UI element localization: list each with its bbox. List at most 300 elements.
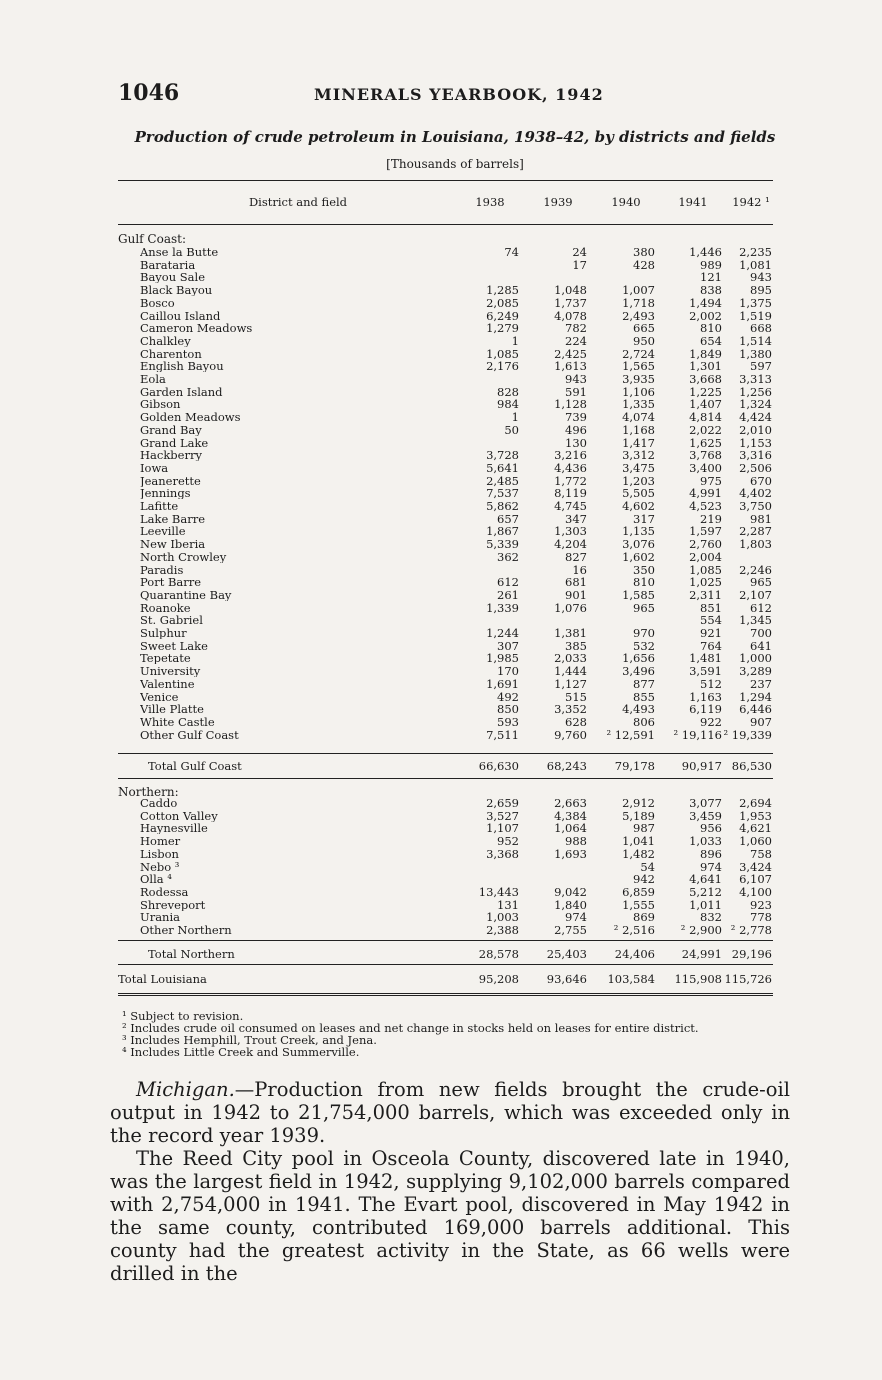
- table-row: [118, 640, 773, 652]
- section-label-gulf-coast: Gulf Coast:: [118, 232, 186, 246]
- table-row: [118, 703, 773, 715]
- value-cell: 2,425: [554, 346, 587, 361]
- field-name: [140, 487, 450, 499]
- field-name-text: New Iberia: [140, 538, 206, 551]
- value-cell: 6,249: [486, 308, 519, 323]
- field-name-text: Haynesville: [140, 822, 208, 835]
- field-name: [140, 810, 450, 822]
- value-cell: 778: [750, 910, 772, 925]
- table-row: [118, 424, 773, 436]
- running-title: MINERALS YEARBOOK, 1942: [314, 85, 604, 104]
- field-name: [140, 259, 450, 271]
- value-cell: 2,724: [622, 346, 655, 361]
- value-cell: 1,339: [486, 600, 519, 615]
- field-name-text: Leeville: [140, 525, 186, 538]
- paragraph: [110, 1078, 790, 1147]
- column-header-1939: 1939: [543, 195, 573, 209]
- field-name-text: Urania: [140, 911, 180, 924]
- value-cell: 2,002: [689, 308, 722, 323]
- value-cell: 1,285: [486, 283, 519, 298]
- table-row: [118, 284, 773, 296]
- value-cell: 1,407: [689, 397, 722, 412]
- field-name: [140, 564, 450, 576]
- value-cell: 641: [750, 638, 772, 653]
- field-name-text: Total Louisiana: [118, 973, 207, 985]
- column-header-1940: 1940: [611, 195, 641, 209]
- value-cell: 3,591: [689, 664, 722, 679]
- table-row: [118, 259, 773, 271]
- table-row: [118, 729, 773, 741]
- value-cell: 3,668: [689, 372, 722, 386]
- value-cell: 1,324: [739, 397, 772, 412]
- table-row: [118, 360, 773, 372]
- value-cell: 4,493: [622, 702, 655, 717]
- value-cell: 1,081: [739, 257, 772, 272]
- value-cell: 492: [497, 689, 519, 704]
- value-cell: 855: [633, 689, 655, 704]
- field-name-text: Cameron Meadows: [140, 322, 253, 335]
- field-name-text: Ville Platte: [140, 703, 204, 716]
- field-name-text: Tepetate: [140, 652, 191, 665]
- table-row: [118, 886, 773, 898]
- field-name: [140, 449, 450, 461]
- value-cell: 593: [497, 714, 519, 729]
- field-name: [140, 360, 450, 372]
- value-cell: 668: [750, 321, 772, 336]
- value-cell: ² 2,900: [680, 923, 722, 937]
- value-cell: 1,444: [554, 664, 587, 679]
- value-cell: 1: [511, 410, 519, 425]
- field-name-text: Caillou Island: [140, 309, 221, 322]
- value-cell: 1,597: [689, 524, 722, 539]
- value-cell: 79,178: [614, 759, 655, 773]
- field-name-text: St. Gabriel: [140, 614, 203, 627]
- value-cell: 806: [633, 714, 655, 729]
- value-cell: 877: [633, 676, 655, 691]
- value-cell: 9,042: [554, 884, 587, 899]
- field-name: [140, 924, 450, 936]
- field-name-text: Chalkley: [140, 334, 191, 347]
- value-cell: 131: [497, 897, 519, 912]
- value-cell: 1,555: [622, 897, 655, 912]
- field-name: [140, 538, 450, 550]
- field-name-text: Caddo: [140, 797, 178, 809]
- value-cell: 1,301: [689, 359, 722, 374]
- value-cell: 6,859: [622, 884, 655, 899]
- value-cell: 1,011: [689, 897, 722, 912]
- value-cell: 1,840: [554, 897, 587, 912]
- field-name-text: Valentine: [140, 677, 195, 690]
- table-row: [118, 678, 773, 690]
- table-row: [118, 861, 773, 873]
- value-cell: 987: [633, 821, 655, 836]
- field-name: [140, 640, 450, 652]
- field-name: [140, 246, 450, 258]
- table-row: [118, 589, 773, 601]
- value-cell: 832: [700, 910, 722, 925]
- table-row: [118, 873, 773, 885]
- value-cell: 4,745: [554, 499, 587, 513]
- field-name-text: Grand Bay: [140, 423, 202, 436]
- value-cell: 1,303: [554, 524, 587, 539]
- table-row: [118, 538, 773, 550]
- field-name-text: Shreveport: [140, 898, 206, 911]
- value-cell: 115,908: [674, 972, 722, 986]
- value-cell: 224: [565, 333, 587, 348]
- table-row: [118, 652, 773, 664]
- value-cell: 974: [700, 859, 722, 874]
- field-name: [140, 373, 450, 385]
- value-cell: 4,523: [689, 499, 722, 513]
- value-cell: 901: [565, 587, 587, 602]
- value-cell: 923: [750, 897, 772, 912]
- value-cell: 24,991: [681, 947, 722, 961]
- field-name-text: Hackberry: [140, 449, 202, 462]
- value-cell: 5,641: [486, 460, 519, 475]
- value-cell: 66,630: [478, 759, 519, 773]
- table-row: [118, 348, 773, 360]
- value-cell: 130: [565, 435, 587, 450]
- table-row: [118, 551, 773, 563]
- value-cell: 758: [750, 846, 772, 861]
- field-name-text: Anse la Butte: [140, 246, 219, 258]
- table-row: [118, 614, 773, 626]
- value-cell: 1,335: [622, 397, 655, 412]
- value-cell: 115,726: [724, 972, 772, 986]
- value-cell: 95,208: [478, 972, 519, 986]
- value-cell: 952: [497, 834, 519, 849]
- value-cell: 4,384: [554, 808, 587, 823]
- value-cell: 428: [633, 257, 655, 272]
- value-cell: 1,085: [689, 562, 722, 577]
- footnote: ¹ Subject to revision.: [122, 1009, 244, 1023]
- value-cell: 654: [700, 333, 722, 348]
- gulf-total-rule: [118, 778, 773, 779]
- value-cell: 681: [565, 575, 587, 590]
- value-cell: 512: [700, 676, 722, 691]
- field-name: [140, 500, 450, 512]
- value-cell: 3,459: [689, 808, 722, 823]
- field-name: [140, 411, 450, 423]
- table-row: [118, 322, 773, 334]
- value-cell: 1,000: [739, 651, 772, 666]
- table-row: [118, 513, 773, 525]
- value-cell: 54: [640, 859, 655, 874]
- value-cell: 4,641: [689, 872, 722, 887]
- value-cell: 4,204: [554, 537, 587, 552]
- field-name: [140, 873, 450, 885]
- value-cell: 922: [700, 714, 722, 729]
- value-cell: 1,691: [486, 676, 519, 691]
- value-cell: 1,007: [622, 283, 655, 298]
- value-cell: 612: [750, 600, 772, 615]
- value-cell: 1,481: [689, 651, 722, 666]
- page-header: [118, 80, 778, 110]
- field-name: [140, 424, 450, 436]
- gulf-subtotal-rule: [118, 753, 773, 754]
- value-cell: 25,403: [546, 947, 587, 961]
- value-cell: 3,475: [622, 460, 655, 475]
- value-cell: 984: [497, 397, 519, 412]
- column-header-field: District and field: [248, 195, 348, 209]
- value-cell: 1,294: [739, 689, 772, 704]
- value-cell: 28,578: [478, 947, 519, 961]
- value-cell: 7,511: [486, 727, 519, 742]
- value-cell: 380: [633, 245, 655, 259]
- field-name: [140, 398, 450, 410]
- field-name: [140, 652, 450, 664]
- value-cell: 739: [565, 410, 587, 425]
- value-cell: 5,339: [486, 537, 519, 552]
- value-cell: 700: [750, 626, 772, 640]
- table-row: [118, 602, 773, 614]
- field-name: [140, 911, 450, 923]
- value-cell: 1,613: [554, 359, 587, 374]
- value-cell: 2,311: [689, 587, 722, 602]
- field-name-text: Garden Island: [140, 385, 223, 398]
- value-cell: 1,737: [554, 295, 587, 310]
- value-cell: 942: [633, 872, 655, 887]
- value-cell: 16: [572, 562, 587, 577]
- paragraph-text: —Production from new fields brought the crude-oil output in 1942 to 21,754,000 barrels, which was exceeded only in the record year 1939.: [110, 1078, 790, 1147]
- value-cell: 3,728: [486, 448, 519, 463]
- table-row: [118, 924, 773, 936]
- total-row: [118, 760, 773, 772]
- value-cell: 6,446: [739, 702, 772, 717]
- value-cell: 1,048: [554, 283, 587, 298]
- field-name-text: Port Barre: [140, 576, 202, 589]
- value-cell: 657: [497, 511, 519, 526]
- value-cell: 956: [700, 821, 722, 836]
- table-row: [118, 246, 773, 258]
- value-cell: 921: [700, 626, 722, 640]
- value-cell: 1,380: [739, 346, 772, 361]
- field-name: [140, 899, 450, 911]
- value-cell: 1,163: [689, 689, 722, 704]
- field-name-text: Sulphur: [140, 627, 187, 639]
- value-cell: 68,243: [546, 759, 587, 773]
- value-cell: 1,244: [486, 626, 519, 640]
- value-cell: 2,010: [739, 422, 772, 437]
- value-cell: 24,406: [614, 947, 655, 961]
- field-name-text: Paradis: [140, 563, 184, 576]
- body-text: [110, 1078, 790, 1285]
- value-cell: 1,060: [739, 834, 772, 849]
- paragraph: The Reed City pool in Osceola County, discovered late in 1940, was the largest field in 1942, supplying 9,102,000 barrels compared with 2,754,000 in 1941. The Evart pool, discovered in May 1942 in the same county, contributed 169,000 barrels additional. This county had the greatest activity in the State, as 66 wells were drilled in the: [110, 1147, 790, 1285]
- field-name-text: Barataria: [140, 258, 196, 271]
- value-cell: 3,424: [739, 859, 772, 874]
- value-cell: 1,345: [739, 613, 772, 628]
- value-cell: 907: [750, 714, 772, 729]
- value-cell: 965: [633, 600, 655, 615]
- table-row: [118, 576, 773, 588]
- value-cell: 981: [750, 511, 772, 526]
- value-cell: 896: [700, 846, 722, 861]
- value-cell: 1,256: [739, 384, 772, 399]
- table-row: [118, 373, 773, 385]
- value-cell: 1,625: [689, 435, 722, 450]
- value-cell: 496: [565, 422, 587, 437]
- value-cell: 5,189: [622, 808, 655, 823]
- value-cell: 3,527: [486, 808, 519, 823]
- field-name: [148, 948, 458, 960]
- field-name-text: Lafitte: [140, 500, 179, 512]
- table-row: [118, 398, 773, 410]
- value-cell: 1,585: [622, 587, 655, 602]
- table-row: [118, 500, 773, 512]
- value-cell: 2,022: [689, 422, 722, 437]
- value-cell: 1,168: [622, 422, 655, 437]
- field-name-text: Eola: [140, 373, 166, 385]
- value-cell: 851: [700, 600, 722, 615]
- table-row: [118, 437, 773, 449]
- value-cell: 1,867: [486, 524, 519, 539]
- value-cell: 1,203: [622, 473, 655, 488]
- value-cell: 8,119: [554, 486, 587, 501]
- value-cell: 2,694: [739, 796, 772, 810]
- field-name: [140, 513, 450, 525]
- table-row: [118, 899, 773, 911]
- value-cell: 554: [700, 613, 722, 628]
- field-name: [140, 462, 450, 474]
- footnote: ³ Includes Hemphill, Trout Creek, and Jena.: [122, 1033, 377, 1047]
- value-cell: 2,085: [486, 295, 519, 310]
- value-cell: 1,446: [689, 245, 722, 259]
- value-cell: 1,076: [554, 600, 587, 615]
- table-title: Production of crude petroleum in Louisiana, 1938–42, by districts and fields: [134, 128, 776, 146]
- field-name: [140, 525, 450, 537]
- value-cell: 670: [750, 473, 772, 488]
- value-cell: 3,077: [689, 796, 722, 810]
- value-cell: 2,506: [739, 460, 772, 475]
- value-cell: 1,565: [622, 359, 655, 374]
- field-name: [140, 614, 450, 626]
- field-name-text: University: [140, 665, 201, 678]
- value-cell: 347: [565, 511, 587, 526]
- field-name: [118, 973, 428, 985]
- value-cell: 1,718: [622, 295, 655, 310]
- value-cell: 29,196: [731, 947, 772, 961]
- field-name-text: Nebo ³: [140, 860, 180, 873]
- value-cell: 6,119: [689, 702, 722, 717]
- value-cell: 5,505: [622, 486, 655, 501]
- table-row: [118, 835, 773, 847]
- value-cell: 2,033: [554, 651, 587, 666]
- value-cell: 1,772: [554, 473, 587, 488]
- north-subtotal-rule: [118, 940, 773, 941]
- value-cell: 4,814: [689, 410, 722, 425]
- header-rule: [118, 224, 773, 225]
- field-name-text: Sweet Lake: [140, 639, 208, 652]
- column-header-1938: 1938: [475, 195, 505, 209]
- value-cell: 4,991: [689, 486, 722, 501]
- value-cell: ² 2,516: [613, 923, 655, 937]
- value-cell: 1,849: [689, 346, 722, 361]
- field-name: [140, 310, 450, 322]
- column-header-1942: 1942 ¹: [732, 195, 770, 209]
- table-row: [118, 911, 773, 923]
- value-cell: 782: [565, 321, 587, 336]
- value-cell: 3,935: [622, 372, 655, 386]
- table-row: [118, 848, 773, 860]
- footnote: ⁴ Includes Little Creek and Summerville.: [122, 1045, 360, 1059]
- field-name: [140, 716, 450, 728]
- field-name-text: Bayou Sale: [140, 271, 206, 284]
- value-cell: 3,368: [486, 846, 519, 861]
- value-cell: 3,352: [554, 702, 587, 717]
- value-cell: ² 12,591: [606, 727, 655, 742]
- value-cell: 4,078: [554, 308, 587, 323]
- field-name: [140, 861, 450, 873]
- field-name: [140, 665, 450, 677]
- value-cell: 2,246: [739, 562, 772, 577]
- value-cell: 1,985: [486, 651, 519, 666]
- value-cell: 974: [565, 910, 587, 925]
- field-name-text: Grand Lake: [140, 436, 209, 449]
- value-cell: 1,656: [622, 651, 655, 666]
- table-row: [118, 564, 773, 576]
- value-cell: 103,584: [607, 972, 655, 986]
- value-cell: 3,768: [689, 448, 722, 463]
- value-cell: 1,514: [739, 333, 772, 348]
- value-cell: 74: [504, 245, 519, 259]
- value-cell: 2,760: [689, 537, 722, 552]
- field-name-text: Quarantine Bay: [140, 588, 232, 601]
- value-cell: ² 19,339: [723, 727, 772, 742]
- value-cell: 1,106: [622, 384, 655, 399]
- table-row: [118, 449, 773, 461]
- value-cell: 1,494: [689, 295, 722, 310]
- value-cell: 93,646: [546, 972, 587, 986]
- value-cell: 90,917: [681, 759, 722, 773]
- table-subtitle: [Thousands of barrels]: [386, 157, 524, 171]
- field-name: [140, 576, 450, 588]
- field-name-text: Jeanerette: [140, 474, 201, 487]
- field-name: [140, 691, 450, 703]
- value-cell: 121: [700, 270, 722, 285]
- field-name: [140, 322, 450, 334]
- value-cell: 6,107: [739, 872, 772, 887]
- total-row: [118, 973, 773, 985]
- value-cell: 3,076: [622, 537, 655, 552]
- value-cell: 2,287: [739, 524, 772, 539]
- value-cell: 532: [633, 638, 655, 653]
- table-row: [118, 335, 773, 347]
- value-cell: 7,537: [486, 486, 519, 501]
- column-header-1941: 1941: [678, 195, 708, 209]
- paragraph-lead: Michigan.: [136, 1078, 235, 1101]
- value-cell: 3,312: [622, 448, 655, 463]
- field-name-text: English Bayou: [140, 360, 224, 373]
- value-cell: 838: [700, 283, 722, 298]
- field-name-text: Other Gulf Coast: [140, 728, 239, 741]
- value-cell: 515: [565, 689, 587, 704]
- field-name: [140, 348, 450, 360]
- value-cell: 591: [565, 384, 587, 399]
- field-name: [140, 386, 450, 398]
- footnote: ² Includes crude oil consumed on leases and net change in stocks held on leases for entire district.: [122, 1021, 699, 1035]
- table-row: [118, 797, 773, 809]
- value-cell: 2,107: [739, 587, 772, 602]
- value-cell: 50: [504, 422, 519, 437]
- field-name-text: Jennings: [140, 487, 191, 500]
- value-cell: 4,436: [554, 460, 587, 475]
- value-cell: 2,663: [554, 796, 587, 810]
- value-cell: 1,033: [689, 834, 722, 849]
- field-name-text: Gibson: [140, 398, 181, 411]
- field-name-text: North Crowley: [140, 550, 227, 563]
- field-name-text: Olla ⁴: [140, 873, 172, 886]
